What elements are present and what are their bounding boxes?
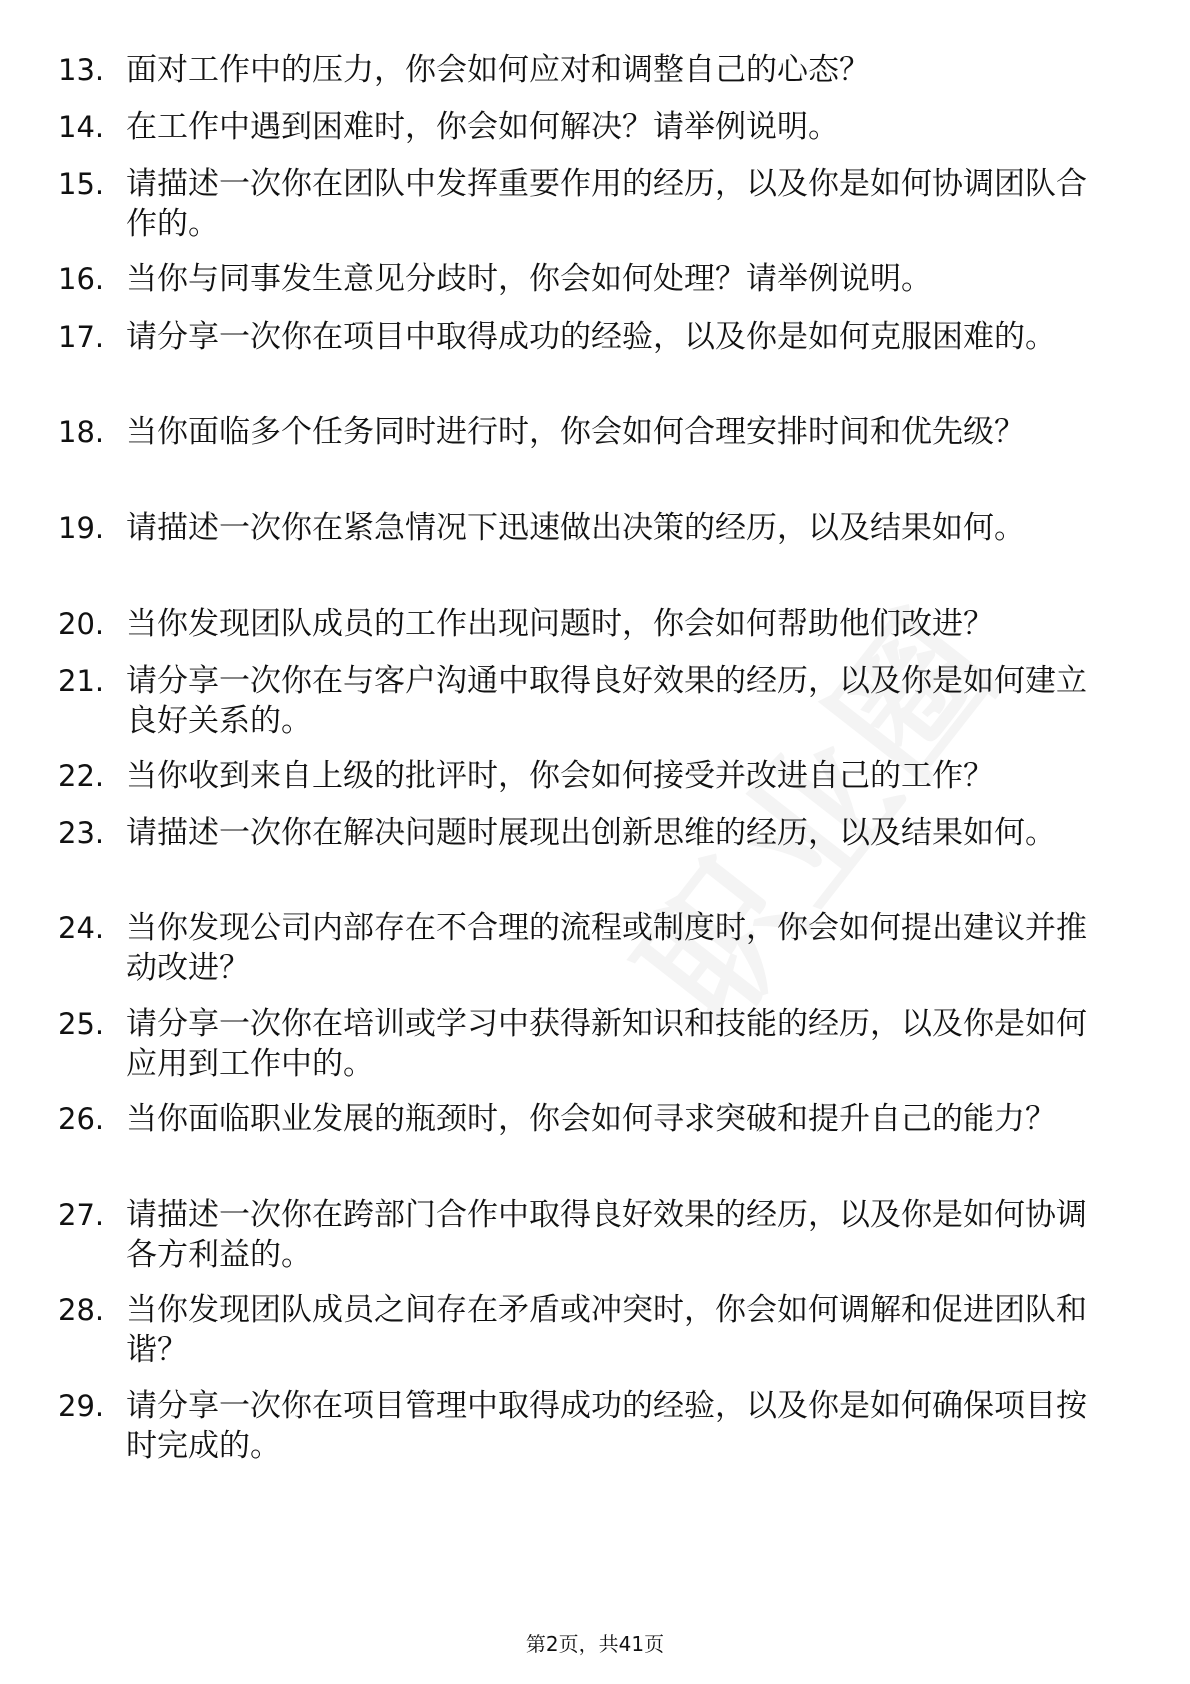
question-text: 请分享一次你在项目管理中取得成功的经验，以及你是如何确保项目按时完成的。 (126, 1388, 1087, 1464)
question-text: 请分享一次你在培训或学习中获得新知识和技能的经历，以及你是如何应用到工作中的。 (126, 1006, 1087, 1082)
question-number: 23. (58, 816, 105, 850)
question-text: 面对工作中的压力，你会如何应对和调整自己的心态？ (126, 52, 870, 88)
question-text: 在工作中遇到困难时，你会如何解决？请举例说明。 (126, 109, 839, 145)
question-text: 请描述一次你在紧急情况下迅速做出决策的经历，以及结果如何。 (126, 510, 1025, 546)
question-number: 24. (58, 911, 105, 945)
question-text: 当你收到来自上级的批评时，你会如何接受并改进自己的工作？ (126, 758, 994, 794)
question-text: 当你发现公司内部存在不合理的流程或制度时，你会如何提出建议并推动改进？ (126, 910, 1087, 986)
question-text: 当你发现团队成员之间存在矛盾或冲突时，你会如何调解和促进团队和谐？ (126, 1292, 1087, 1368)
question-number: 25. (58, 1007, 105, 1041)
question-text: 当你与同事发生意见分歧时，你会如何处理？请举例说明。 (126, 261, 932, 297)
question-text: 当你面临多个任务同时进行时，你会如何合理安排时间和优先级？ (126, 414, 1025, 450)
question-number: 29. (58, 1389, 105, 1423)
question-number: 28. (58, 1293, 105, 1327)
question-text: 请描述一次你在团队中发挥重要作用的经历，以及你是如何协调团队合作的。 (126, 166, 1087, 242)
question-number: 17. (58, 320, 105, 354)
page-footer: 第2页，共41页 (525, 1632, 665, 1656)
question-text: 当你面临职业发展的瓶颈时，你会如何寻求突破和提升自己的能力？ (126, 1101, 1056, 1137)
question-number: 22. (58, 759, 105, 793)
question-number: 26. (58, 1102, 105, 1136)
question-number: 15. (58, 167, 105, 201)
question-text: 请分享一次你在项目中取得成功的经验，以及你是如何克服困难的。 (126, 319, 1056, 355)
question-number: 13. (58, 53, 105, 87)
question-number: 14. (58, 110, 105, 144)
question-number: 21. (58, 664, 105, 698)
question-text: 请描述一次你在跨部门合作中取得良好效果的经历，以及你是如何协调各方利益的。 (126, 1197, 1087, 1273)
question-number: 16. (58, 262, 105, 296)
question-number: 20. (58, 607, 105, 641)
question-number: 19. (58, 511, 105, 545)
question-text: 请描述一次你在解决问题时展现出创新思维的经历，以及结果如何。 (126, 815, 1056, 851)
question-text: 请分享一次你在与客户沟通中取得良好效果的经历，以及你是如何建立良好关系的。 (126, 663, 1087, 739)
question-number: 27. (58, 1198, 105, 1232)
question-number: 18. (58, 415, 105, 449)
question-text: 当你发现团队成员的工作出现问题时，你会如何帮助他们改进？ (126, 606, 994, 642)
